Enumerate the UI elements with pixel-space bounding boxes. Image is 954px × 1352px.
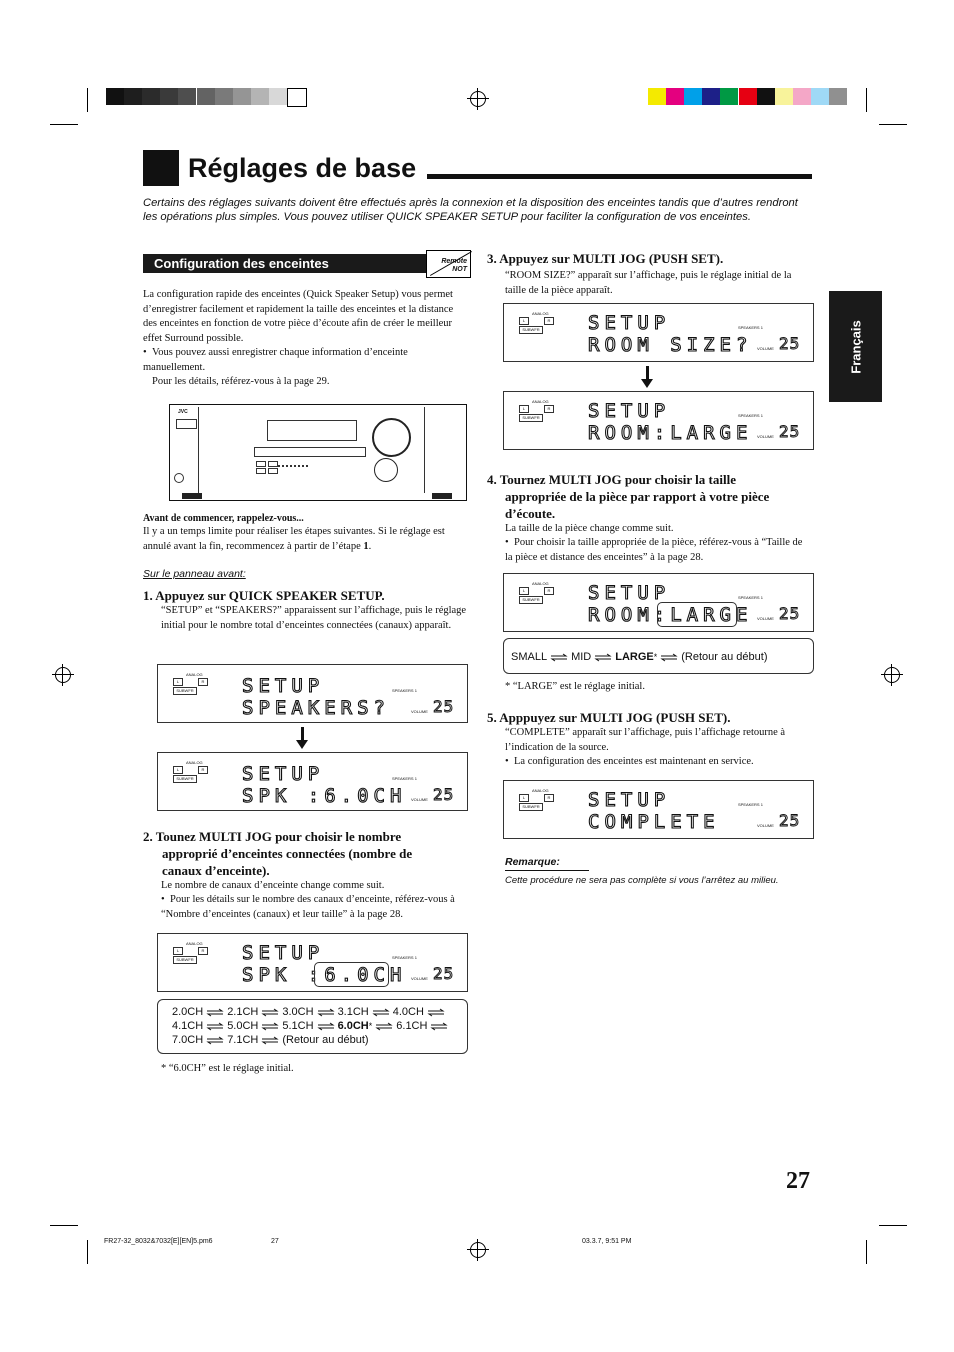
subwfr-indicator: SUBWFR [519,803,543,811]
cycle-arrow-icon [203,1020,227,1032]
display-panel [503,391,814,450]
step5-bullet: • La configuration des enceintes est maintenant en service. [505,756,754,767]
before-text [143,525,468,554]
volume-label: VOLUME [757,434,774,439]
remark-rule [505,870,589,871]
analog-label: ANALOG [532,399,549,404]
registration-mark-icon [470,91,486,107]
l-indicator: L [519,405,529,413]
color-swatch [648,88,666,105]
step2-heading: 2. Tounez MULTI JOG pour choisir le nombre approprié d’enceintes connectées (nombre de canaux d’enceinte). [143,829,413,878]
footer-date: 03.3.7, 9:51 PM [582,1238,632,1245]
cycle-arrow-icon [424,1006,448,1018]
volume-label: VOLUME [411,709,428,714]
footer-page: 27 [271,1238,279,1245]
sequence-item: 2.1CH [227,1006,259,1018]
display-panel [503,780,814,839]
color-swatch [269,88,287,105]
phones-jack [174,473,184,483]
section-paragraph: La configuration rapide des enceintes (Quick Speaker Setup) vous permet d’enregistrer facilement et rapidement la taille des enceintes et la distance des enceintes en fonction de votre pièce d’écoute afin de créer le meilleur effet Surround possible. [143,289,454,344]
crop-mark [50,1225,78,1226]
color-swatch [233,88,251,105]
title-block [143,150,179,186]
color-swatch [757,88,775,105]
volume-label: VOLUME [411,976,428,981]
sequence-item: 4.0CH [392,1006,424,1018]
step4-note: * “LARGE” est le réglage initial. [505,681,645,692]
crop-mark [866,1240,867,1264]
display-line1: SETUP [242,942,325,964]
brand-logo: JVC [178,409,188,415]
page-title: Réglages de base [188,153,417,183]
section-bullet-text: Vous pouvez aussi enregistrer chaque information d’enceinte manuellement. [143,347,408,373]
display-line1: SETUP [242,675,325,697]
cycle-arrow-icon [314,1006,338,1018]
cycle-arrow-icon [203,1034,227,1046]
l-indicator: L [173,678,183,686]
color-swatch [720,88,738,105]
display-panel [157,752,468,811]
color-swatch [106,88,124,105]
sequence-item: 4.1CH [172,1020,204,1032]
crop-mark [87,88,88,112]
receiver-front-panel [169,404,467,501]
color-swatch [702,88,720,105]
color-swatch [739,88,757,105]
display-line1: SETUP [588,312,671,334]
step2-text: Le nombre de canaux d’enceinte change comme suit. [161,880,385,891]
cycle-arrow-icon [314,1020,338,1032]
l-indicator: L [519,794,529,802]
color-swatch [666,88,684,105]
subwfr-indicator: SUBWFR [173,687,197,695]
display-line2: SPEAKERS? [242,697,390,719]
arrow-down-icon [301,727,304,741]
volume-knob [372,418,411,457]
r-indicator: R [544,587,554,595]
l-indicator: L [173,766,183,774]
sequence-item: MID [571,651,592,663]
cycle-arrow-icon [258,1020,282,1032]
r-indicator: R [544,794,554,802]
speakers-label: SPEAKERS 1 [738,413,763,418]
channel-sequence-box [157,999,468,1054]
cycle-arrow-icon [657,651,681,663]
volume-label: VOLUME [757,616,774,621]
speakers-label: SPEAKERS 1 [738,802,763,807]
analog-label: ANALOG [186,760,203,765]
sequence-item: (Retour au début) [681,651,768,663]
sequence-item: 5.1CH [282,1020,314,1032]
speakers-label: SPEAKERS 1 [392,688,417,693]
panel-label: Sur le panneau avant: [143,568,246,580]
subwfr-indicator: SUBWFR [519,326,543,334]
section-bullet: • Vous pouvez aussi enregistrer chaque information d’enceinte manuellement. [143,347,408,373]
display-line2: SPK :6.0CH [242,785,407,807]
display-panel [157,664,468,723]
remark-heading: Remarque: [505,856,560,868]
volume-value: 25 [779,422,801,441]
speakers-label: SPEAKERS 1 [738,325,763,330]
step3-text: “ROOM SIZE?” apparaît sur l’affichage, puis le réglage initial de la taille de la pièce apparaît. [505,270,792,296]
color-swatch [287,88,307,107]
analog-label: ANALOG [186,672,203,677]
step2-note: * “6.0CH” est le réglage initial. [161,1063,294,1074]
sequence-row [172,1005,451,1019]
sequence-item: 3.0CH [282,1006,314,1018]
sequence-item: 6.1CH [396,1020,428,1032]
cycle-arrow-icon [591,651,615,663]
subwfr-indicator: SUBWFR [519,414,543,422]
before-period: . [368,540,372,552]
registration-mark-icon [884,667,900,683]
crop-mark [87,1240,88,1264]
highlight-outline [314,962,389,987]
title-rule [427,174,812,179]
cycle-arrow-icon [258,1006,282,1018]
speakers-label: SPEAKERS 1 [392,955,417,960]
before-heading: Avant de commencer, rappelez-vous... [143,513,304,524]
l-indicator: L [519,317,529,325]
sequence-item: 5.0CH [227,1020,259,1032]
step4-text: La taille de la pièce change comme suit. [505,523,674,534]
l-indicator: L [173,947,183,955]
section-header-label: Configuration des enceintes [154,256,329,271]
crop-mark [50,124,78,125]
r-indicator: R [198,947,208,955]
display-line1: SETUP [588,400,671,422]
crop-mark [879,1225,907,1226]
remote-not-label: Remote NOT [441,258,467,273]
subwfr-indicator: SUBWFR [173,956,197,964]
step2-bullet: • Pour les détails sur le nombre des canaux d’enceinte, référez-vous à “Nombre d’enceintes (canaux) et leur taille” à la page 28. [161,894,455,920]
crop-mark [866,88,867,112]
display-line1: SETUP [588,789,671,811]
analog-label: ANALOG [532,788,549,793]
display-panel [503,303,814,362]
color-swatch [124,88,142,105]
remote-not-icon [426,250,471,278]
volume-value: 25 [779,334,801,353]
r-indicator: R [544,405,554,413]
volume-value: 25 [433,697,455,716]
display-line2: ROOM SIZE? [588,334,753,356]
color-swatch [197,88,215,105]
volume-value: 25 [779,811,801,830]
step1-heading: 1. Appuyez sur QUICK SPEAKER SETUP. [143,588,385,603]
display-line2: SPK :6.0CH [242,964,407,986]
cycle-arrow-icon [369,1006,393,1018]
highlight-outline [657,602,737,627]
volume-label: VOLUME [757,823,774,828]
display-line2: ROOM:LARGE [588,422,753,444]
sequence-row: 4.1CH 5.0CH 5.1CH 6.0CH* 6.1CH [172,1019,451,1033]
analog-label: ANALOG [532,581,549,586]
speakers-label: SPEAKERS 1 [392,776,417,781]
r-indicator: R [198,766,208,774]
volume-value: 25 [779,604,801,623]
color-swatch [775,88,793,105]
display-panel [503,573,814,632]
intro-text: Certains des réglages suivants doivent être effectués après la connexion et la disposition des enceintes tandis que d’autres rendront les opérations plus simples. Vous pouvez utiliser QUICK SPEAKER SETUP pour faciliter la configuration de vos enceintes. [143,197,798,223]
sequence-item: 2.0CH [172,1006,204,1018]
room-size-sequence-box: SMALL MID LARGE* (Retour au début) [503,638,814,674]
before-step-ref: 1 [363,540,369,552]
display-line1: SETUP [588,582,671,604]
speakers-label: SPEAKERS 1 [738,595,763,600]
r-indicator: R [198,678,208,686]
volume-label: VOLUME [757,346,774,351]
multi-jog-knob [374,458,398,482]
sequence-item: 6.0CH [337,1020,369,1032]
cycle-arrow-icon [372,1020,396,1032]
analog-label: ANALOG [532,311,549,316]
volume-value: 25 [433,964,455,983]
color-swatch [215,88,233,105]
cycle-arrow-icon [547,651,571,663]
front-display [267,420,357,441]
registration-mark-icon [55,667,71,683]
step5-heading: 5. Apppuyez sur MULTI JOG (PUSH SET). [487,710,731,725]
language-tab [829,291,882,402]
display-line2: COMPLETE [588,811,720,833]
cycle-arrow-icon [258,1034,282,1046]
sequence-item: SMALL [511,651,548,663]
display-line1: SETUP [242,763,325,785]
page-number: 27 [786,1168,810,1194]
before-body: Il y a un temps limite pour réaliser les étapes suivantes. Si le réglage est annulé avant la fin, recommencez à partir de l’étape [143,526,445,552]
color-swatch [142,88,160,105]
power-button [176,419,197,429]
color-swatch [811,88,829,105]
volume-label: VOLUME [411,797,428,802]
section-header [143,254,426,273]
registration-mark-icon [470,1242,486,1258]
display-panel [157,933,468,992]
color-swatch [829,88,847,105]
sequence-row [172,1033,451,1047]
subwfr-indicator: SUBWFR [519,596,543,604]
remark-text: Cette procédure ne sera pas complète si vous l’arrêtez au milieu. [505,875,779,886]
l-indicator: L [519,587,529,595]
step4-bullet: • Pour choisir la taille appropriée de la pièce, référez-vous à “Taille de la pièce et distance des enceintes” à la page 28. [505,537,803,563]
sequence-item: (Retour au début) [282,1034,369,1046]
analog-label: ANALOG [186,941,203,946]
section-bullet-ref: Pour les détails, référez-vous à la page 29. [152,376,330,387]
footer-file: FR27-32_8032&7032[E][EN]5.pm6 [104,1238,213,1245]
volume-value: 25 [433,785,455,804]
sequence-item: 7.0CH [172,1034,204,1046]
color-swatch [684,88,702,105]
step4-heading: 4. Tournez MULTI JOG pour choisir la taille appropriée de la pièce par rapport à votre pièce d’écoute. [487,472,770,521]
sequence-item: 7.1CH [227,1034,259,1046]
display-line2: ROOM:LARGE [588,604,753,626]
r-indicator: R [544,317,554,325]
step3-heading: 3. Appuyez sur MULTI JOG (PUSH SET). [487,251,724,266]
language-tab-label: Français [848,319,863,374]
sequence-item: 3.1CH [337,1006,369,1018]
step1-text: “SETUP” et “SPEAKERS?” apparaissent sur l’affichage, puis le réglage initial pour le nombre total d’enceintes connectées (canaux) apparaît. [161,605,467,631]
step5-text: “COMPLETE” apparaît sur l’affichage, puis l’affichage retourne à l’indication de la source. [505,727,786,753]
cycle-arrow-icon [203,1006,227,1018]
crop-mark [879,124,907,125]
color-swatch [178,88,196,105]
color-swatch [793,88,811,105]
sequence-item: LARGE [615,651,654,663]
subwfr-indicator: SUBWFR [173,775,197,783]
color-swatch [160,88,178,105]
color-swatch [251,88,269,105]
arrow-down-icon [646,366,649,380]
cycle-arrow-icon [427,1020,451,1032]
